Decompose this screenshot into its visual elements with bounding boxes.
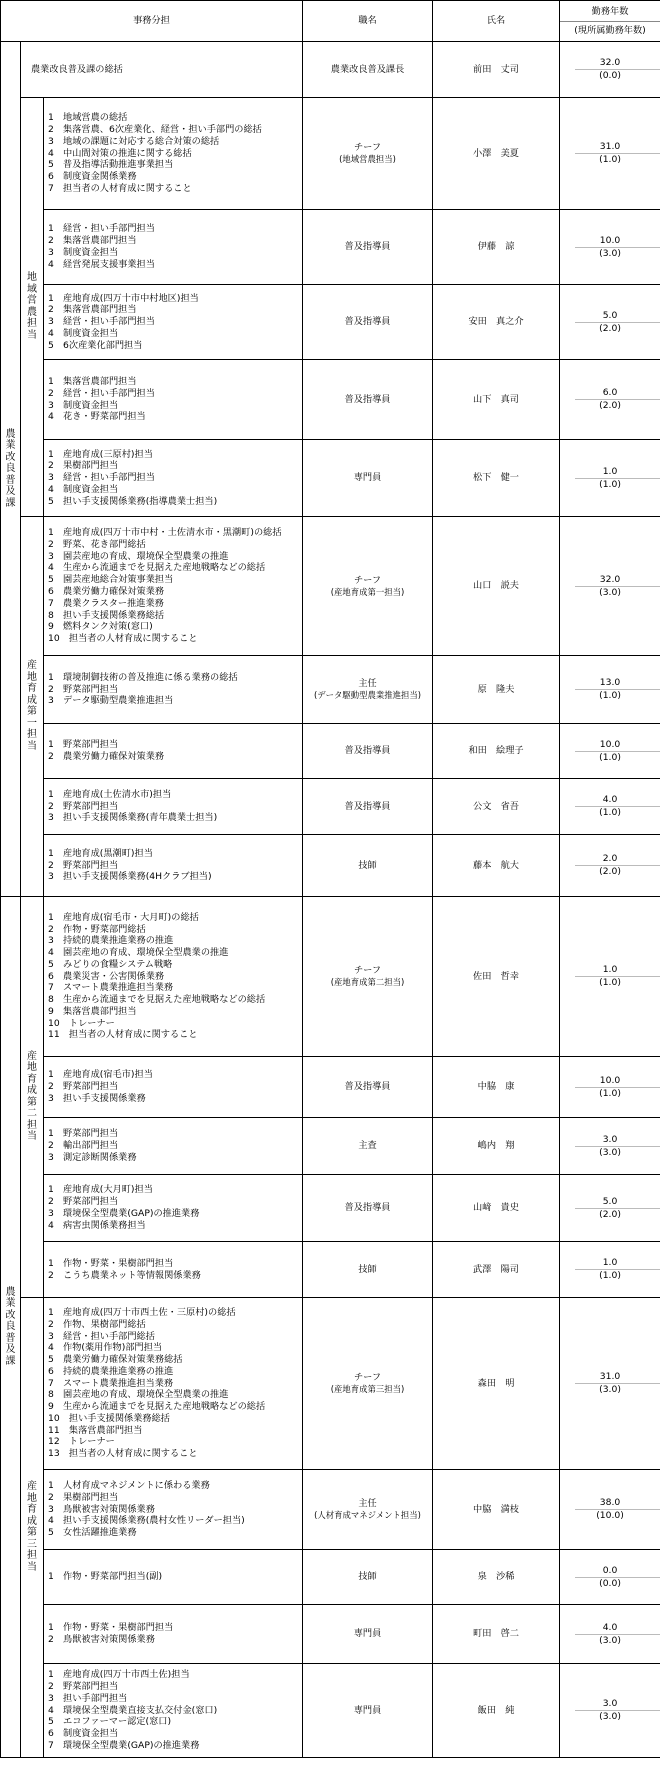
name-cell: 原 隆夫 — [433, 656, 560, 724]
position-cell — [303, 1242, 433, 1298]
table-row — [1, 210, 660, 285]
duty-item: 13 担当者の人材育成に関すること — [48, 1448, 198, 1460]
years-total: 1.0 — [602, 964, 618, 976]
years-cell — [560, 1664, 660, 1758]
duty-item: 2 鳥獣被害対策関係業務 — [48, 1634, 155, 1645]
years-current: (1.0) — [599, 1087, 621, 1099]
header-name: 氏名 — [433, 1, 560, 42]
duty-list — [44, 440, 303, 517]
duty-item: 8 園芸産地の育成、環境保全型農業の推進 — [48, 1389, 229, 1401]
duty-item: 7 スマート農業推進担当業務 — [48, 1377, 174, 1389]
section-label-1: 農業改良普及課 — [1, 42, 21, 897]
years-current: (3.0) — [599, 1146, 621, 1158]
duty-list — [44, 835, 303, 897]
duty-item: 4 園芸産地の育成、環境保全型農業の推進 — [48, 947, 229, 959]
years-cell — [560, 517, 660, 656]
name-cell: 泉 沙稀 — [433, 1550, 560, 1605]
years-total: 10.0 — [599, 234, 621, 246]
table-row — [1, 517, 660, 656]
duty-item: 6 制度資金関係業務 — [48, 171, 137, 183]
duty-item: 3 持続的農業推進業務の推進 — [48, 935, 174, 947]
name-cell: 飯田 純 — [433, 1664, 560, 1758]
table-row — [1, 1175, 660, 1242]
duty-item: 3 地域の課題に対応する総合対策の総括 — [48, 135, 220, 147]
years-current: (3.0) — [599, 586, 621, 598]
position-title: 普及指導員 — [344, 393, 391, 405]
years-total: 3.0 — [602, 1698, 618, 1710]
duty-list — [44, 98, 303, 210]
table-row — [1, 1550, 660, 1605]
position-cell — [303, 1298, 433, 1470]
position-title: 技師 — [358, 859, 377, 871]
duty-item: 1 環境制御技術の普及推進に係る業務の総括 — [48, 671, 238, 683]
position-subtitle: (データ駆動型農業推進担当) — [313, 690, 422, 700]
position-cell — [303, 285, 433, 360]
duty-item: 2 野菜部門担当 — [48, 859, 119, 871]
name-cell: 公文 省吾 — [433, 779, 560, 835]
name-cell: 中脇 康 — [433, 1057, 560, 1118]
table-row — [1, 656, 660, 724]
duty-item: 1 集落営農部門担当 — [48, 375, 137, 387]
name-cell: 武澤 陽司 — [433, 1242, 560, 1298]
position-title: 主任 — [358, 678, 377, 690]
years-total: 6.0 — [602, 387, 618, 399]
years-current: (1.0) — [599, 154, 621, 165]
duty-item: 5 普及指導活動推進事業担当 — [48, 159, 174, 171]
years-total: 1.0 — [602, 465, 618, 477]
years-cell — [560, 1470, 660, 1550]
duty-item: 2 こうち農業ネット等情報関係業務 — [48, 1269, 201, 1281]
years-total: 13.0 — [599, 677, 621, 689]
position-cell — [303, 1175, 433, 1242]
duty-item: 2 作物・野菜部門総括 — [48, 923, 146, 935]
position-cell — [303, 1605, 433, 1664]
duty-item: 8 生産から流通までを見据えた産地戦略などの総括 — [48, 994, 266, 1006]
name-cell: 山口 説夫 — [433, 517, 560, 656]
duty-item: 10 担い手支援関係業務総括 — [48, 1412, 170, 1424]
position-subtitle: (産地育成第二担当) — [330, 977, 405, 987]
duty-item: 6 持続的農業推進業務の推進 — [48, 1365, 174, 1377]
years-total: 4.0 — [602, 794, 618, 806]
duty-item: 10 トレーナー — [48, 1017, 115, 1029]
years-current: (0.0) — [599, 1577, 621, 1589]
position-cell — [303, 517, 433, 656]
duty-item: 3 担い手支援関係業務(4Hクラブ担当) — [48, 871, 212, 883]
duty-item: 3 データ駆動型農業推進担当 — [48, 695, 174, 707]
position-title: 専門員 — [353, 1704, 382, 1716]
years-cell — [560, 285, 660, 360]
position-title: 普及指導員 — [344, 745, 391, 757]
name-cell: 中脇 満枝 — [433, 1470, 560, 1550]
position-title: 普及指導員 — [344, 800, 391, 812]
duty-item: 2 作物、果樹部門総括 — [48, 1318, 146, 1330]
duty-item: 5 担い手支援関係業務(指導農業士担当) — [48, 495, 218, 507]
years-current: (10.0) — [596, 1510, 624, 1521]
position-cell — [303, 656, 433, 724]
name-cell: 町田 啓二 — [433, 1605, 560, 1664]
years-total: 32.0 — [599, 573, 621, 585]
name-cell: 和田 絵理子 — [433, 724, 560, 779]
position-title: チーフ — [353, 142, 382, 154]
team-label: 地域営農担当 — [21, 98, 44, 517]
duty-item: 8 担い手支援関係業務総括 — [48, 609, 165, 621]
position-title: 主任 — [358, 1498, 377, 1510]
years-total: 31.0 — [599, 1371, 621, 1383]
duty-item: 2 野菜部門担当 — [48, 800, 119, 812]
position-title: 普及指導員 — [344, 316, 391, 328]
name-cell: 嶋内 翔 — [433, 1118, 560, 1175]
duty-item: 2 野菜部門担当 — [48, 1081, 119, 1093]
duty-item: 9 燃料タンク対策(窓口) — [48, 621, 153, 633]
position-cell — [303, 1057, 433, 1118]
table-row — [1, 1242, 660, 1298]
table-row — [1, 724, 660, 779]
position-title: 技師 — [358, 1571, 377, 1583]
duty-item: 1 産地育成(四万十市西土佐)担当 — [48, 1669, 190, 1681]
duty-item: 7 スマート農業推進担当業務 — [48, 982, 174, 994]
years-total: 3.0 — [602, 1133, 618, 1145]
duty-item: 5 女性活躍推進業務 — [48, 1527, 137, 1539]
table-row — [1, 779, 660, 835]
position-cell — [303, 98, 433, 210]
position-cell — [303, 1550, 433, 1605]
duty-item: 4 担い手支援関係業務(農村女性リーダー担当) — [48, 1515, 245, 1527]
name-cell: 山下 真司 — [433, 360, 560, 440]
name-cell: 藤本 航大 — [433, 835, 560, 897]
duty-item: 6 制度資金担当 — [48, 1728, 119, 1740]
header-duties: 事務分担 — [1, 1, 303, 42]
duty-item: 2 野菜部門担当 — [48, 683, 119, 695]
name-cell: 山﨑 貴史 — [433, 1175, 560, 1242]
years-cell — [560, 360, 660, 440]
table-row — [1, 1664, 660, 1758]
header-position: 職名 — [303, 1, 433, 42]
table-row — [1, 360, 660, 440]
duty-item: 2 集落営農、6次産業化、経営・担い手部門の総括 — [48, 124, 262, 136]
years-current: (1.0) — [599, 807, 621, 818]
team-label: 産地育成第一担当 — [21, 517, 44, 897]
position-cell — [303, 1118, 433, 1175]
duty-item: 2 野菜、花き部門総括 — [48, 538, 146, 550]
duty-item: 6 農業労働力確保対策業務 — [48, 586, 165, 597]
duty-item: 6 農業災害・公害関係業務 — [48, 970, 165, 982]
duty-item: 12 トレーナー — [48, 1436, 115, 1448]
years-current: (3.0) — [599, 247, 621, 259]
duty-item: 1 産地育成(四万十市中村地区)担当 — [48, 292, 199, 304]
duty-item: 3 担い手部門担当 — [48, 1692, 128, 1704]
years-cell — [560, 835, 660, 897]
position-subtitle: (産地育成第三担当) — [330, 1384, 405, 1394]
duty-item: 5 みどりの食糧システム戦略 — [48, 958, 173, 970]
duty-item: 1 作物・野菜・果樹部門担当 — [48, 1257, 174, 1269]
position-title: 技師 — [358, 1263, 377, 1275]
duty-item: 4 制度資金担当 — [48, 483, 119, 495]
years-current: (3.0) — [599, 1384, 621, 1395]
table-row — [1, 1118, 660, 1175]
position-cell — [303, 897, 433, 1057]
duty-list — [44, 285, 303, 360]
duty-item: 5 園芸産地総合対策事業担当 — [48, 574, 174, 586]
duty-item: 1 作物・野菜部門担当(副) — [48, 1571, 163, 1583]
years-cell — [560, 724, 660, 779]
duty-item: 1 作物・野菜・果樹部門担当 — [48, 1622, 174, 1634]
position-title: 普及指導員 — [344, 241, 391, 253]
years-cell — [560, 897, 660, 1057]
duty-item: 2 果樹部門担当 — [48, 1491, 119, 1503]
duty-item: 1 産地育成(土佐清水市)担当 — [48, 788, 172, 800]
duty-item: 1 野菜部門担当 — [48, 739, 119, 751]
position-cell — [303, 1470, 433, 1550]
years-cell — [560, 210, 660, 285]
duty-list — [44, 360, 303, 440]
position-subtitle: (産地育成第一担当) — [330, 586, 405, 597]
years-current: (3.0) — [599, 1634, 621, 1646]
duty-item: 1 野菜部門担当 — [48, 1128, 119, 1140]
position-cell — [303, 724, 433, 779]
years-current: (2.0) — [599, 322, 621, 334]
duty-item: 2 集落営農部門担当 — [48, 304, 137, 316]
duty-item: 4 花き・野菜部門担当 — [48, 411, 146, 423]
duty-item: 1 地域営農の総括 — [48, 112, 128, 124]
name-cell: 小澤 美夏 — [433, 98, 560, 210]
duty-item: 10 担当者の人材育成に関すること — [48, 633, 198, 645]
duty-item: 4 中山間対策の推進に関する総括 — [48, 147, 192, 159]
duty-item: 2 果樹部門担当 — [48, 460, 119, 472]
years-cell — [560, 1118, 660, 1175]
chief-position: 農業改良普及課長 — [303, 42, 433, 98]
duty-item: 1 産地育成(黒潮町)担当 — [48, 847, 153, 859]
duty-item: 1 産地育成(大月町)担当 — [48, 1184, 153, 1196]
header-years-total: 勤務年数 — [560, 6, 660, 22]
years-cell — [560, 440, 660, 517]
duty-item: 7 環境保全型農業(GAP)の推進業務 — [48, 1739, 200, 1751]
years-current: (1.0) — [599, 977, 621, 988]
table-row — [1, 1605, 660, 1664]
duty-list — [44, 1118, 303, 1175]
position-cell — [303, 835, 433, 897]
position-title: 主査 — [358, 1140, 377, 1152]
years-current: (1.0) — [599, 690, 621, 701]
position-title: チーフ — [353, 574, 382, 586]
duty-item: 3 経営・担い手部門担当 — [48, 472, 155, 484]
name-cell: 森田 明 — [433, 1298, 560, 1470]
years-total: 5.0 — [602, 1195, 618, 1207]
position-title: チーフ — [353, 965, 382, 977]
duty-item: 4 作物(薬用作物)部門担当 — [48, 1342, 163, 1354]
duty-item: 11 担当者の人材育成に関すること — [48, 1029, 198, 1041]
duty-list — [44, 779, 303, 835]
years-total: 1.0 — [602, 1257, 618, 1269]
table-row — [1, 98, 660, 210]
years-current: (2.0) — [599, 1208, 621, 1220]
duty-item: 3 測定診断関係業務 — [48, 1151, 137, 1163]
duty-list — [44, 1470, 303, 1550]
duty-list — [44, 897, 303, 1057]
duty-item: 1 経営・担い手部門担当 — [48, 223, 155, 235]
position-title: 専門員 — [353, 1628, 382, 1640]
duty-list — [44, 1664, 303, 1758]
duty-list — [44, 1298, 303, 1470]
years-cell — [560, 779, 660, 835]
position-cell — [303, 779, 433, 835]
table-row — [1, 440, 660, 517]
duty-item: 2 経営・担い手部門担当 — [48, 387, 155, 399]
duty-item: 11 集落営農部門担当 — [48, 1424, 143, 1436]
duty-item: 2 集落営農部門担当 — [48, 235, 137, 247]
years-total: 38.0 — [599, 1497, 621, 1509]
position-subtitle: (地域営農担当) — [339, 154, 396, 164]
years-current: (2.0) — [599, 400, 621, 411]
years-cell — [560, 1242, 660, 1298]
duty-item: 4 経営発展支援事業担当 — [48, 258, 155, 270]
duty-list — [44, 724, 303, 779]
header-years-current: (現所属勤務年数) — [574, 24, 646, 36]
chief-name: 前田 丈司 — [433, 42, 560, 98]
duty-item: 1 産地育成(宿毛市・大月町)の総括 — [48, 911, 199, 923]
duty-item: 3 環境保全型農業(GAP)の推進業務 — [48, 1208, 200, 1219]
duty-item: 3 制度資金担当 — [48, 247, 119, 258]
duty-item: 3 経営・担い手部門総括 — [48, 1330, 155, 1342]
duty-item: 2 野菜部門担当 — [48, 1196, 119, 1208]
years-current: (3.0) — [599, 1711, 621, 1722]
position-cell — [303, 440, 433, 517]
table-row — [1, 285, 660, 360]
duty-item: 4 制度資金担当 — [48, 327, 119, 339]
position-cell — [303, 360, 433, 440]
name-cell: 佐田 哲幸 — [433, 897, 560, 1057]
duty-item: 2 輸出部門担当 — [48, 1140, 119, 1152]
duty-item: 3 鳥獣被害対策関係業務 — [48, 1503, 155, 1515]
duty-item: 5 6次産業化部門担当 — [48, 339, 143, 351]
duty-list — [44, 1057, 303, 1118]
position-title: 専門員 — [353, 472, 382, 484]
duty-list — [44, 1605, 303, 1664]
years-total: 2.0 — [602, 853, 618, 865]
duty-list — [44, 517, 303, 656]
table-row — [1, 835, 660, 897]
chief-row — [1, 42, 660, 98]
duty-item: 9 集落営農部門担当 — [48, 1005, 137, 1017]
duty-item: 3 制度資金担当 — [48, 399, 119, 411]
duty-item: 3 担い手支援関係業務 — [48, 1092, 146, 1104]
duty-list — [44, 1242, 303, 1298]
years-total: 10.0 — [599, 738, 621, 750]
duty-item: 3 経営・担い手部門担当 — [48, 316, 155, 328]
years-cell — [560, 656, 660, 724]
name-cell: 松下 健一 — [433, 440, 560, 517]
years-current: (1.0) — [599, 751, 621, 763]
chief-duty: 農業改良普及課の総括 — [21, 42, 303, 98]
duty-item: 2 野菜部門担当 — [48, 1681, 119, 1693]
years-total: 4.0 — [602, 1621, 618, 1633]
team-label: 産地育成第二担当 — [21, 897, 44, 1298]
years-current: (1.0) — [599, 478, 621, 490]
years-total: 31.0 — [599, 141, 621, 153]
years-cell — [560, 1175, 660, 1242]
name-cell: 安田 真之介 — [433, 285, 560, 360]
years-cell — [560, 98, 660, 210]
table-row — [1, 1298, 660, 1470]
years-cell — [560, 1298, 660, 1470]
duty-list — [44, 210, 303, 285]
duty-item: 1 産地育成(四万十市西土佐・三原村)の総括 — [48, 1307, 236, 1319]
duty-item: 4 病害虫関係業務担当 — [48, 1219, 146, 1231]
duty-item: 7 農業クラスター推進業務 — [48, 597, 164, 609]
years-total: 0.0 — [602, 1564, 618, 1576]
position-cell — [303, 1664, 433, 1758]
table-row — [1, 1470, 660, 1550]
duty-item: 5 農業労働力確保対策業務総括 — [48, 1354, 183, 1366]
position-title: 普及指導員 — [344, 1081, 391, 1093]
table-row — [1, 897, 660, 1057]
duty-list — [44, 656, 303, 724]
duty-list — [44, 1550, 303, 1605]
duty-item: 3 園芸産地の育成、環境保全型農業の推進 — [48, 550, 229, 562]
position-cell — [303, 210, 433, 285]
header-years — [560, 1, 660, 42]
years-total: 5.0 — [602, 309, 618, 321]
duty-item: 1 産地育成(四万十市中村・土佐清水市・黒潮町)の総括 — [48, 527, 282, 539]
chief-years: 32.0 (0.0) — [560, 42, 660, 98]
section-label-2: 農業改良普及課 — [1, 897, 21, 1758]
duty-item: 1 産地育成(宿毛市)担当 — [48, 1069, 153, 1081]
years-total: 10.0 — [599, 1074, 621, 1086]
duty-item: 9 生産から流通までを見据えた産地戦略などの総括 — [48, 1401, 266, 1413]
years-current: (1.0) — [599, 1270, 621, 1281]
years-cell — [560, 1605, 660, 1664]
position-title: 普及指導員 — [344, 1202, 391, 1214]
table-row — [1, 1057, 660, 1118]
name-cell: 伊藤 諒 — [433, 210, 560, 285]
header-row — [1, 1, 660, 42]
duty-item: 3 担い手支援関係業務(青年農業士担当) — [48, 812, 218, 824]
duty-item: 1 人材育成マネジメントに係わる業務 — [48, 1480, 210, 1492]
duty-item: 4 生産から流通までを見据えた産地戦略などの総括 — [48, 562, 266, 574]
duty-item: 1 産地育成(三原村)担当 — [48, 448, 153, 460]
duty-item: 2 農業労働力確保対策業務 — [48, 751, 165, 762]
duty-item: 7 担当者の人材育成に関すること — [48, 182, 192, 194]
duty-item: 4 環境保全型農業直接支払交付金(窓口) — [48, 1704, 218, 1716]
position-title: チーフ — [353, 1372, 382, 1384]
years-cell — [560, 1550, 660, 1605]
years-cell — [560, 1057, 660, 1118]
team-label: 産地育成第三担当 — [21, 1298, 44, 1758]
duty-list — [44, 1175, 303, 1242]
position-subtitle: (人材育成マネジメント担当) — [314, 1510, 421, 1520]
years-current: (2.0) — [599, 866, 621, 877]
duty-item: 5 エコファーマー認定(窓口) — [48, 1716, 172, 1728]
